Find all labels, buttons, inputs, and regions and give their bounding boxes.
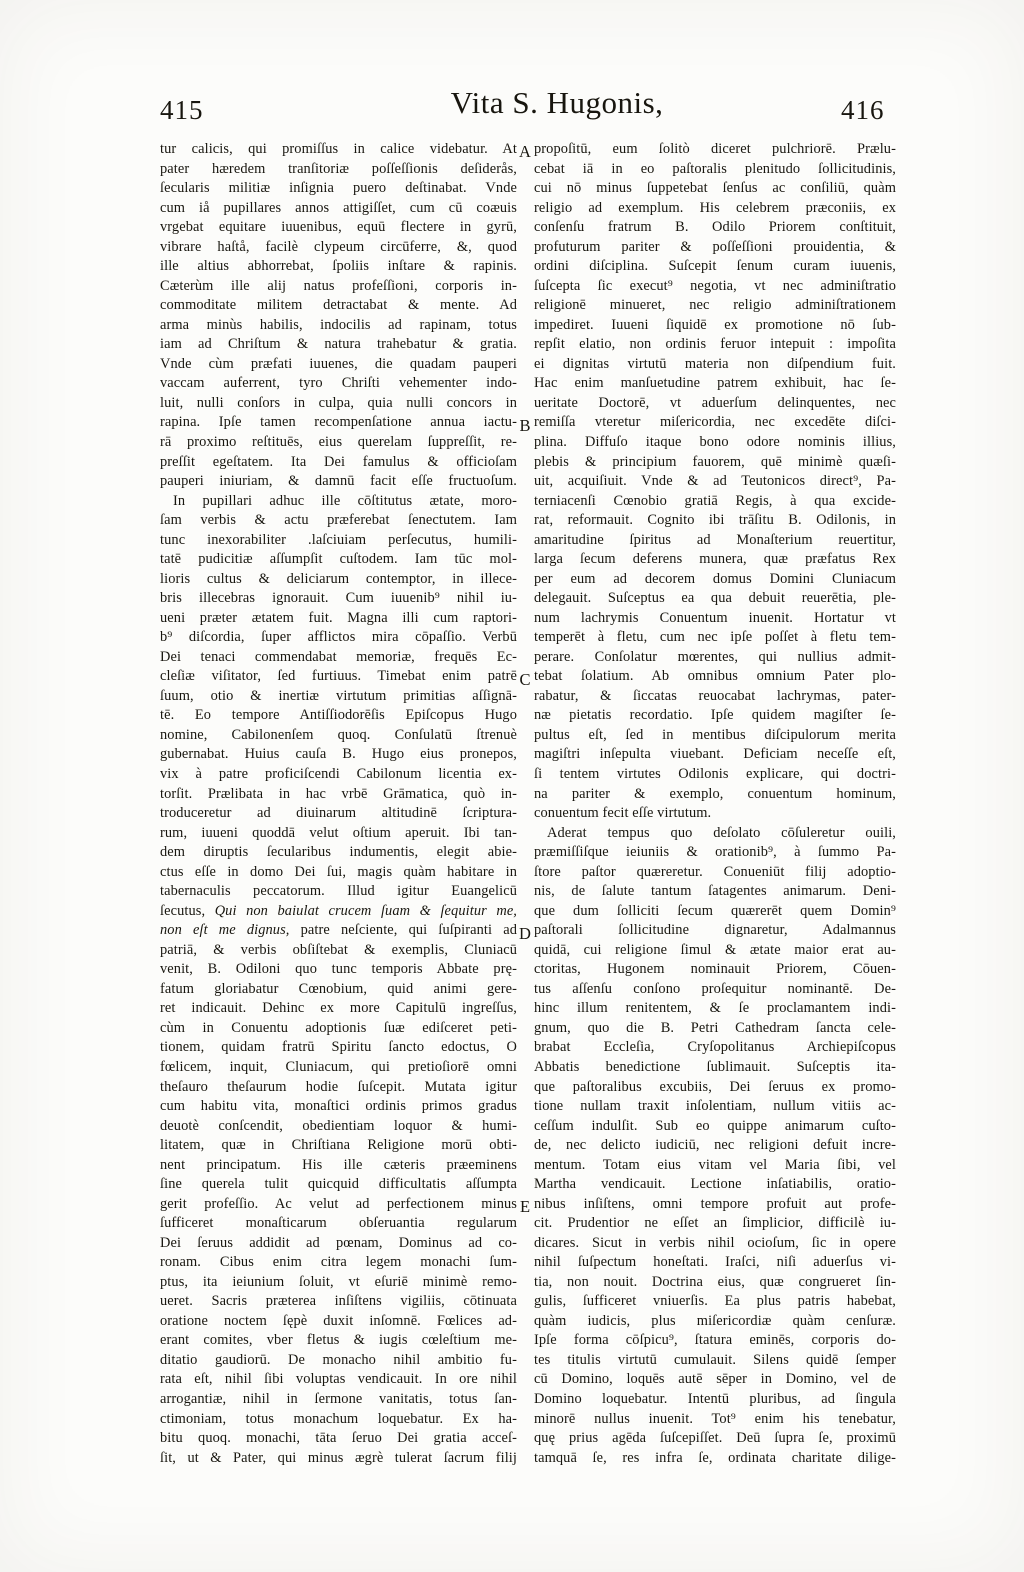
text-line: rata eſt, nihil ſibi voluptas vendicauit. In ore nihil	[160, 1371, 517, 1388]
text-line: nihil ſuſpectum honeſtati. Iraſci, niſi aduerſus vi-	[534, 1254, 896, 1271]
text-line: vix à patre proficiſcendi Cabilonum licentia ex-	[160, 766, 517, 782]
page-number-right: 416	[841, 95, 885, 125]
text-line: paſtorali ſollicitudine dignaretur, Adalmannus	[534, 922, 896, 939]
left-text-column	[160, 140, 517, 1468]
text-line: Dei tenaci commendabat memoriæ, frequēs Ec-	[160, 648, 517, 665]
text-line: cum habitu vita, monaſtici ordinis primos gradus	[160, 1098, 517, 1115]
text-line: commoditate militem detractabat & mente. Ad	[160, 297, 517, 314]
text-line: que dum ſolliciti ſecum quærerēt quem Domin⁹	[534, 902, 896, 919]
text-line: preſſit egeſtatem. Ita Dei famulus & officioſam	[160, 453, 517, 470]
text-line: erant comites, vber fletus & iugis cœleſtium me-	[160, 1332, 517, 1349]
text-line: vaccam auferrent, tyro Chriſti vehementer indo-	[160, 375, 517, 392]
text-line: cum iå pupillares annos attigiſſet, cum cū coæuis	[160, 199, 517, 216]
text-line: brabat Eccleſia, Cryſopolitanus Archiepiſcopus	[534, 1039, 896, 1056]
text-line: arma minùs habilis, indocilis ad rapinam, totus	[160, 316, 517, 333]
text-line: tes titulis virtutū cumulauit. Silens quidē ſemper	[534, 1351, 896, 1368]
text-line: propoſitū, eum ſolitò diceret pulchriorē. Prælu-	[534, 141, 896, 157]
text-segment: ſecutus,	[160, 902, 215, 919]
right-text-column	[534, 140, 896, 1468]
text-line: gnum, quo die B. Petri Cathedram ſancta cele-	[534, 1019, 896, 1036]
text-line: cui nō minus ſuppetebat ſenſus ac conſiliū, quàm	[534, 180, 896, 197]
text-line: nibus inſiſtens, omni tempore profuit aut profe-	[534, 1195, 896, 1212]
text-line: venit, B. Odiloni quo tunc temporis Abbate prę-	[160, 961, 517, 978]
text-line: In pupillari adhuc ille cōſtitutus ætate, moro-	[173, 492, 517, 509]
text-line: rabatur, & ſiccatas reuocabat lachrymas, pater-	[534, 687, 896, 704]
text-segment: patre neſciente, qui ſuſpiranti ad	[289, 922, 517, 939]
text-line: cū Domino, loquēs autē sēper in Domino, vel de	[534, 1371, 896, 1388]
text-line: bris illecebras ignorauit. Cum iuuenib⁹ nihil iu-	[160, 590, 517, 607]
text-line	[160, 902, 517, 922]
text-line: impediret. Iuueni ſiquidē ex promotione nō ſub-	[534, 316, 896, 333]
text-line: rat, reformauit. Cognito ibi trāſitu B. Odilonis, in	[534, 512, 896, 529]
text-line: tia, non nouit. Doctrina eius, quæ congrueret ſin-	[534, 1273, 896, 1290]
text-line: oratione noctem ſępè duxit inſomnē. Fœlices ad-	[160, 1312, 517, 1329]
text-line: ctus eſſe in domo Dei ſui, magis quàm habitare in	[160, 863, 517, 880]
text-line: ptus, ita ieiunium ſoluit, vt eſuriē minimè remo-	[160, 1273, 517, 1290]
text-line: tus aſſenſu conſono proſequitur nominantē. De-	[534, 980, 896, 997]
text-line: uit, acquiſiuit. Vnde & ad Teutonicos direct⁹, Pa-	[534, 473, 896, 490]
text-line: nis, de ſalute tantum ſatagentes animarum. Deni-	[534, 883, 896, 900]
text-line: tē. Eo tempore Antiſſiodorēſis Epiſcopus Hugo	[160, 707, 517, 724]
text-line: Domino loquebatur. Intentū pluribus, ad ſingula	[534, 1391, 896, 1407]
text-line: perare. Conſolatur mœrentes, qui nullius admit-	[534, 648, 896, 665]
text-line: conſenſu fratrum B. Odilo Priorem conſtituit,	[534, 219, 896, 236]
text-line: plebis & principium fauorem, quē minimè quæſi-	[534, 453, 896, 470]
quoted-scripture-italic: Qui non baiulat crucem ſuam & ſequitur me,	[214, 902, 517, 919]
text-line: larga ſecum deferens munera, quæ præfatus Rex	[534, 551, 896, 568]
text-line: cleſiæ viſitator, ſed furtiuus. Timebat enim patrē	[160, 668, 517, 685]
text-line: litatem, quæ in Chriſtiana Religione morū obti-	[160, 1137, 517, 1154]
text-line: torſit. Prælibata in hac vrbē Grāmatica, quò in-	[160, 785, 517, 802]
text-line: gerit profeſſio. Ac velut ad perfectionem minus	[160, 1195, 517, 1212]
text-line: mentum. Totam eius vitam vel Maria ſibi, vel	[534, 1156, 896, 1173]
text-line: Dei ſeruus addidit ad pœnam, Dominus ad co-	[160, 1234, 517, 1251]
text-line: religionē minueret, nec religio adminiſtrationem	[534, 297, 896, 314]
text-line: ueni præter ætatem fuit. Magna illi cum raptori-	[160, 609, 517, 626]
text-line: ctimoniam, totus monachum loquebatur. Ex ha-	[160, 1410, 517, 1427]
text-line: ſufficeret monaſticarum obſeruantia regularum	[160, 1215, 517, 1232]
text-line: ſtore paſtor quæreretur. Conueniūt filij adoptio-	[534, 863, 896, 880]
text-line: ſi tentem virtutes Odilonis explicare, qui doctri-	[534, 766, 896, 782]
text-line: Hac enim manſuetudine patrem exhibuit, hac ſe-	[534, 375, 896, 392]
text-line: fœlicem, inquit, Cluniacum, qui pretioſiorē omni	[160, 1058, 517, 1075]
margin-section-letter-E: E	[519, 1197, 531, 1217]
text-line: de, nec delicto iudiciū, nec religioni defuit incre-	[534, 1137, 896, 1154]
text-line: rā proximo reſtituēs, eius querelam ſuppreſſit, re-	[160, 433, 517, 450]
text-line: pultus eſt, ſed in mentibus diſcipulorum merita	[534, 726, 896, 743]
text-line: theſauro theſaurum hodie ſuſcepit. Mutata igitur	[160, 1078, 517, 1095]
text-line: hinc illum renitentem, & ſe proclamantem indi-	[534, 1000, 896, 1017]
text-line: pauperi iniuriam, & damnū facit eſſe fructuoſum.	[160, 473, 517, 490]
text-line: dem diruptis ſecularibus indumentis, elegit abie-	[160, 844, 517, 861]
text-line: nomine, Cabilonenſem quoq. Conſulatū ſtrenuè	[160, 726, 517, 743]
text-line: tionem, quidam fratrū Spiritu ſancto edoctus, O	[160, 1039, 517, 1056]
text-line: magiſtri inſepulta viuebant. Deficiam neceſſe eſt,	[534, 746, 896, 763]
text-line: tebat ſolatium. Ab omnibus omnium Pater plo-	[534, 668, 896, 685]
text-line: ſine querela tulit quicquid difficultatis aſſumpta	[160, 1176, 517, 1193]
margin-section-letter-D: D	[519, 923, 531, 943]
text-line: na pariter & exemplo, conuentum hominum,	[534, 785, 896, 802]
text-line: religio ad exemplum. His celebrem præconiis, ex	[534, 199, 896, 216]
text-line: repſit elatio, non ordinis feruor intepuit : impoſita	[534, 336, 896, 353]
text-line: plina. Diffuſo itaque bono odore nominis illius,	[534, 433, 896, 450]
text-line: cit. Prudentior ne eſſet an ſimplicior, difficilè iu-	[534, 1215, 896, 1232]
margin-section-letter-C: C	[519, 669, 531, 689]
text-line: vibrare haſtå, facilè clypeum circūferre, &, quod	[160, 238, 517, 255]
text-line: ueret. Sacris præterea inſiſtens vigiliis, cōtinuata	[160, 1293, 517, 1310]
text-line: patriā, & verbis obſiſtebat & exemplis, Cluniacū	[160, 941, 517, 958]
text-line: rapina. Ipſe tamen recompenſatione annua iactu-	[160, 414, 517, 431]
text-line: dicares. Sicut in verbis nihil ocioſum, ſic in opere	[534, 1234, 896, 1251]
text-line: b⁹ diſcordia, ſuper afflictos mira cōpaſſio. Verbū	[160, 629, 517, 646]
text-line: terniacenſi Cœnobio gratiā Regis, à qua excide-	[534, 492, 896, 509]
text-line: num lachrymis Conuentum inuenit. Hortatur vt	[534, 609, 896, 626]
text-line: tamquā ſe, res infra ſe, ordinata charitate dilige-	[534, 1449, 896, 1466]
text-line: lioris cultus & deliciarum contemptor, in illece-	[160, 570, 517, 587]
text-line: ronam. Cibus enim citra legem monachi ſum-	[160, 1254, 517, 1271]
quoted-scripture-italic: non eſt me dignus,	[160, 922, 290, 939]
margin-section-letter-A: A	[519, 142, 531, 161]
text-line: conuentum fecit eſſe virtutum.	[534, 805, 712, 822]
text-line: cebat iā in eo paſtoralis plenitudo ſollicitudinis,	[534, 160, 896, 177]
text-line: delegauit. Suſceptus ea qua debuit reuerētia, ple-	[534, 590, 896, 607]
text-line: ordini diſciplina. Suſcepit ſenum curam iuuenis,	[534, 258, 896, 275]
text-line: ſuſcepta ſic execut⁹ negotia, vt nec adminiſtratio	[534, 277, 896, 294]
text-line: ei dignitas virtutū materia non diſpendium fuit.	[534, 355, 896, 372]
text-line: temperēt à fletu, cum nec ipſe poſſet à fletu tem-	[534, 629, 896, 646]
text-line: quàm iudicis, plus miſericordiæ quàm cenſuræ.	[534, 1312, 896, 1329]
text-line: minorē nullus inuenit. Tot⁹ enim his tenebatur,	[534, 1410, 896, 1427]
text-line: remiſſa vteretur miſericordia, nec excedēte diſci-	[534, 414, 896, 431]
text-line: bitu quoq. monachi, tāta ſeruo Dei gratia acceſ-	[160, 1430, 517, 1447]
text-line: tunc inexorabiliter .laſciuiam perſecutus, humili-	[160, 531, 517, 548]
text-line: ueritate Doctorē, vt aduerſum delinquentes, nec	[534, 394, 896, 411]
text-line: ret indicauit. Dehinc ex more Capitulū ingreſſus,	[160, 1000, 517, 1017]
text-line: ditatio gaudiorū. De monacho nihil ambitio fu-	[160, 1351, 517, 1368]
text-line: iam ad Chriſtum & natura trahebatur & gratia.	[160, 336, 517, 353]
text-line: luit, nulli conſors in culpa, quia nulli concors in	[160, 394, 517, 411]
text-line: ſit, ut & Pater, qui minus ægrè tulerat ſacrum filij	[160, 1449, 517, 1466]
text-line: pater hæredem tranſitoriæ poſſeſſionis deſiderås,	[160, 160, 517, 177]
text-line: Abbatis benedictione ſublimauit. Suſceptis ita-	[534, 1058, 896, 1075]
text-line: profuturum pariter & poſſeſſioni prouidentia, &	[534, 238, 896, 255]
text-line: que paſtoralibus excubiis, Dei ſeruus ex promo-	[534, 1078, 896, 1095]
text-line: arrogantiæ, nihil in ſermone vanitatis, totus ſan-	[160, 1391, 517, 1407]
text-line: cùm in Conuentu adoptionis ſuæ ediſceret peti-	[160, 1019, 517, 1036]
text-line: præmiſſiſque ieiuniis & orationib⁹, à ſummo Pa-	[534, 844, 896, 861]
text-line: quidā, cui religione ſimul & ætate maior erat au-	[534, 941, 896, 958]
text-line: rum, iuueni quoddā velut oſtium aperuit. Ibi tan-	[160, 824, 517, 841]
text-line: gulis, ſufficeret vniuerſis. Ea plus patris habebat,	[534, 1293, 896, 1310]
text-line: ctoritas, Hugonem nominauit Priorem, Cōuen-	[534, 961, 896, 978]
margin-section-letter-B: B	[519, 415, 531, 435]
text-line: Martha vendicauit. Lectione inſatiabilis, oratio-	[534, 1176, 896, 1193]
text-line: troduceretur ad diuinarum altitudinē ſcriptura-	[160, 805, 517, 822]
text-line: ſecularis militiæ inſignia puero deſtinabat. Vnde	[160, 180, 517, 197]
text-line: deuotè conſcendit, obedientiam loquor & humi-	[160, 1117, 517, 1134]
text-line: tatē pudicitiæ aſſumpſit cuſtodem. Iam tūc mol-	[160, 551, 517, 568]
text-line: tione nullam traxit inſolentiam, nullum vitiis ac-	[534, 1098, 896, 1115]
text-line: amaritudine ſpiritus ad Monaſterium reuertitur,	[534, 531, 896, 548]
text-line: tabernaculis peccatorum. Illud igitur Euangelicū	[160, 883, 517, 900]
text-line: vrgebat equitare iuuenibus, equū flectere in gyrū,	[160, 219, 517, 236]
text-line: Aderat tempus quo deſolato cōſuleretur ouili,	[547, 824, 896, 841]
text-line: fatum gloriabatur Cœnobium, quid animi gere-	[160, 980, 517, 997]
text-line: ceſſum indulſit. Sub eo quippe animarum cuſto-	[534, 1117, 896, 1134]
text-line: per eum ad decorem domus Domini Cluniacum	[534, 570, 896, 587]
text-line: ille altius abhorrebat, ſpoliis inſtare & rapinis.	[160, 258, 517, 275]
text-line: gubernabat. Huius cauſa B. Hugo eius pronepos,	[160, 746, 517, 763]
text-line: Cæterùm ille alij natus profeſſioni, corporis in-	[160, 277, 517, 294]
text-line: tur calicis, qui promiſſus in calice videbatur. At	[160, 141, 517, 157]
text-line	[160, 921, 517, 941]
text-line: Ipſe forma cōſpicu⁹, ſtatura eminēs, corporis do-	[534, 1332, 896, 1349]
text-line: Vnde cùm præfati iuuenes, die quadam pauperi	[160, 355, 517, 372]
text-line: ſuum, otio & inertiæ virtutum primitias aſſignā-	[160, 687, 517, 704]
page-number-left: 415	[160, 95, 204, 125]
text-line: ſam verbis & actu præferebat ſenectutem. Iam	[160, 512, 517, 529]
text-line: nent principatum. His ille cæteris præeminens	[160, 1156, 517, 1173]
text-line: næ pietatis recordatio. Ipſe quidem magiſter ſe-	[534, 707, 896, 724]
running-title: Vita S. Hugonis,	[450, 85, 664, 120]
text-line: quę prius agēda ſuſcepiſſet. Deū ſupra ſe, proximū	[534, 1430, 896, 1447]
